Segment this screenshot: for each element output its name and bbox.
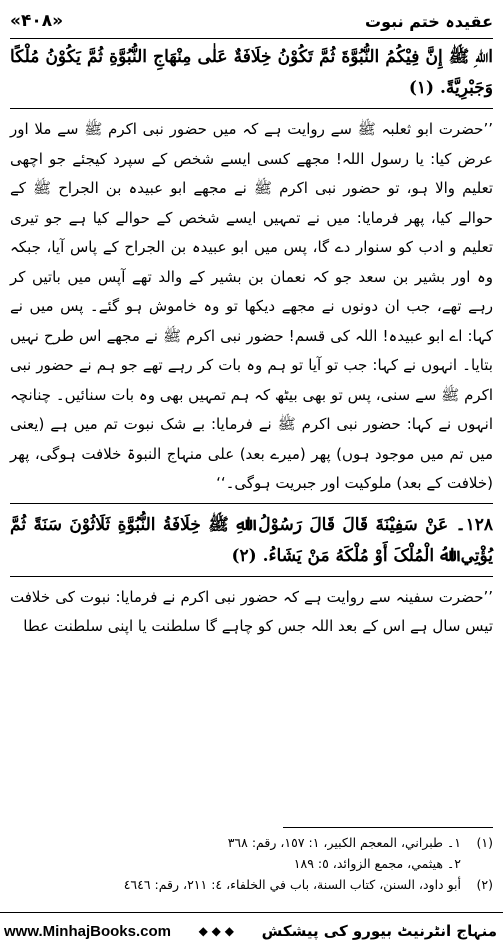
section-divider — [10, 576, 493, 577]
arabic-hadith-continuation: اﷲِ ﷺ إِنَّ فِيْکُمُ النُّبُوَّةَ ثُمَّ تَکُوْنُ خِلَافَةٌ عَلٰی مِنْهَاجِ النُّبُوَّةِ ثُمَّ يَکُوْنُ مُلْکًا وَجَبْرِيَّةً. (١) — [10, 47, 493, 98]
urdu-translation-2: ’’حضرت سفینہ سے روایت ہے کہ حضور نبی اکرم نے فرمایا: نبوت کی خلافت تیس سال ہے اس کے بعد اللہ جس کو چاہے گا سلطنت یا اپنی سلطنت عطا — [10, 587, 493, 635]
footnote-number — [467, 853, 493, 874]
footnote-text: ٢۔ هيثمي، مجمع الزوائد، ٥: ١٨٩ — [293, 856, 461, 871]
footnote-text: أبو داود، السنن، کتاب السنة، باب في الخلفاء، ٤: ٢١١، رقم: ٤٦٤٦ — [123, 877, 461, 892]
footnote-text: ١۔ طبراني، المعجم الکبير، ١: ١٥٧، رقم: ٣٦٨ — [227, 835, 461, 850]
footer-divider — [0, 912, 503, 913]
section-divider — [10, 503, 493, 504]
header-divider — [10, 38, 493, 39]
footnote-number: (٢) — [476, 877, 493, 892]
publisher-credit: منہاج انٹرنیٹ بیورو کی پیشکش — [261, 922, 497, 940]
footnote-divider — [283, 827, 493, 828]
footnote-item — [60, 853, 493, 874]
ornament-icon: ◆ ◆ ◆ — [198, 924, 234, 938]
footnote-number: (١) — [476, 835, 493, 850]
website-link[interactable]: www.MinhajBooks.com — [4, 922, 171, 940]
page-number: «۴۰۸» — [10, 11, 64, 31]
hadith-128-text: عَنْ سَفِيْنَةَ قَالَ قَالَ رَسُوْلُ اﷲِ ﷺ خِلَافَةُ النُّبُوَّةِ ثَلَاثُوْنَ سَنَةً ثُمَّ يُؤْتِي اﷲُ الْمُلْکَ أَوْ مُلْکَهُ مَنْ يَشَاءُ. (٢) — [10, 514, 493, 566]
urdu-translation-1: ’’حضرت ابو ثعلبہ ﷺ سے روایت ہے کہ میں حضور نبی اکرم ﷺ سے ملا اور عرض کیا: یا رسول اللہ! مجھے کسی ایسے شخص کے سپرد کیجئے جو اچھی تعلیم والا ہو، تو حضور نبی اکرم ﷺ نے مجھے ابو عبیدہ بن الجراح ﷺ کے حوالے کیا، پھر فرمایا: میں نے تمہیں ایسے شخص کے حوالے کیا ہے جو تیری تعلیم و ادب کو سنوار دے گا، پس میں ابو عبیدہ بن الجراح کے پاس آیا، جبکہ وہ اور بشیر بن سعد جو کہ نعمان بن بشیر کے والد تھے آپس میں باتیں کر رہے تھے، جب ان دونوں نے مجھے دیکھا تو وہ خاموش ہو گئے۔ پس میں نے کہا: اے ابو عبیدہ! اللہ کی قسم! حضور نبی اکرم ﷺ نے مجھے اس طرح نہیں بتایا۔ انہوں نے کہا: جب تو آیا تو ہم وہ بات کر رہے تھے جو ہم نے حضور نبی اکرم ﷺ سے سنی، پس تو بھی بیٹھ کہ ہم تمہیں بھی وہ بات سنائیں۔ چنانچہ انہوں نے کہا: حضور نبی اکرم ﷺ نے فرمایا: بے شک نبوت تم میں ہے (یعنی میں تم میں موجود ہوں) پھر (میرے بعد) علی منہاج النبوۃ خلافت ہوگی، پھر (خلافت کے بعد) ملوکیت اور جبریت ہوگی۔‘‘ — [10, 120, 493, 492]
hadith-number: ١٢٨۔ — [455, 514, 493, 535]
hadith-128 — [10, 510, 493, 572]
footnote-item — [60, 874, 493, 895]
page-body — [10, 42, 493, 642]
running-title: عقیدہ ختم نبوت — [365, 11, 493, 31]
footnote-item — [60, 832, 493, 853]
footnotes — [60, 832, 493, 895]
page-header — [10, 6, 493, 36]
page-footer — [4, 916, 497, 946]
section-divider — [10, 108, 493, 109]
